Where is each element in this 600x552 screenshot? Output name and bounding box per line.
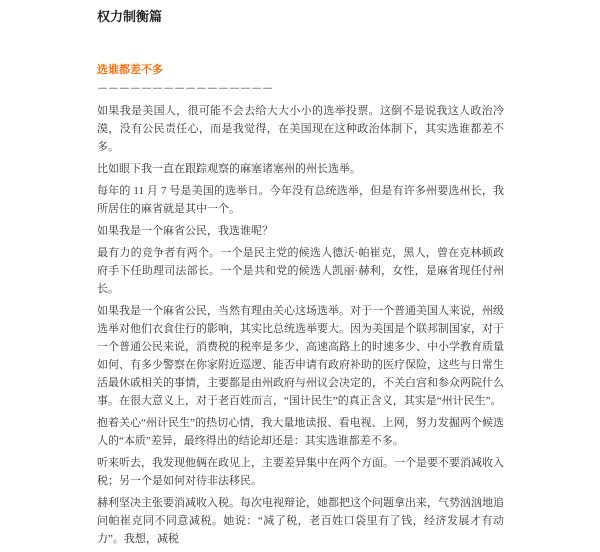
paragraph: 比如眼下我一直在跟踪观察的麻塞诸塞州的州长选举。 <box>97 163 361 175</box>
paragraph: 如果我是一个麻省公民，我选谁呢？ <box>97 225 273 237</box>
paragraph: 每年的 11 月 7 号是美国的选举日。今年没有总统选举，但是有许多州要选州长，我所居住的麻省就是其中一个。 <box>97 185 504 215</box>
paragraph: 如果我是美国人，很可能不会去给大大小小的选举投票。这倒不是说我这人政治冷漠，没有公民责任心，而是我觉得，在美国现在这种政治体制下，其实选谁都差不多。 <box>97 105 504 153</box>
article-body <box>97 102 504 548</box>
paragraph: 如果我是一个麻省公民，当然有理由关心这场选举。对于一个普通美国人来说，州级选举对他们衣食住行的影响，其实比总统选举要大。因为美国是个联邦制国家，对于一个普通公民来说，消费税的税率是多少、高速高路上的时速多少、中小学教育质量如何、有多少警察在你家附近巡逻、能否申请有政府补助的医疗保险，这些与日常生活最休戚相关的事情，主要都是由州政府与州议会决定的，不关白宫和参众两院什么事。在很大意义上，对于老百姓而言，“国计民生”的真正含义，其实是“州计民生”。 <box>97 305 504 407</box>
paragraph: 听来听去，我发现他俩在政见上，主要差异集中在两个方面。一个是要不要消减收入税；另一个是如何对待非法移民。 <box>97 457 504 487</box>
paragraph: 抱着关心“州计民生”的热切心情，我大量地读报、看电视、上网，努力发掘两个候选人的“本质”差异，最终得出的结论却还是：其实选谁都差不多。 <box>97 417 504 447</box>
paragraph: 最有力的竞争者有两个。一个是民主党的候选人德沃·帕崔克，黑人，曾在克林顿政府手下任助理司法部长。一个是共和党的候选人凯丽·赫利，女性，是麻省现任付州长。 <box>97 247 504 295</box>
section-heading: 选谁都差不多 <box>97 64 163 76</box>
paragraph: 赫利坚决主张要消减收入税。每次电视辩论，她都把这个问题拿出来，气势汹汹地追问帕崔克同不同意减税。她说：“减了税，老百姓口袋里有了钱，经济发展才有动力”。我想，减税 <box>97 497 504 545</box>
document-page <box>97 10 504 552</box>
document-title: 权力制衡篇 <box>97 9 163 24</box>
dashed-divider: －－－－－－－－－－－－－－－－ <box>97 84 273 95</box>
